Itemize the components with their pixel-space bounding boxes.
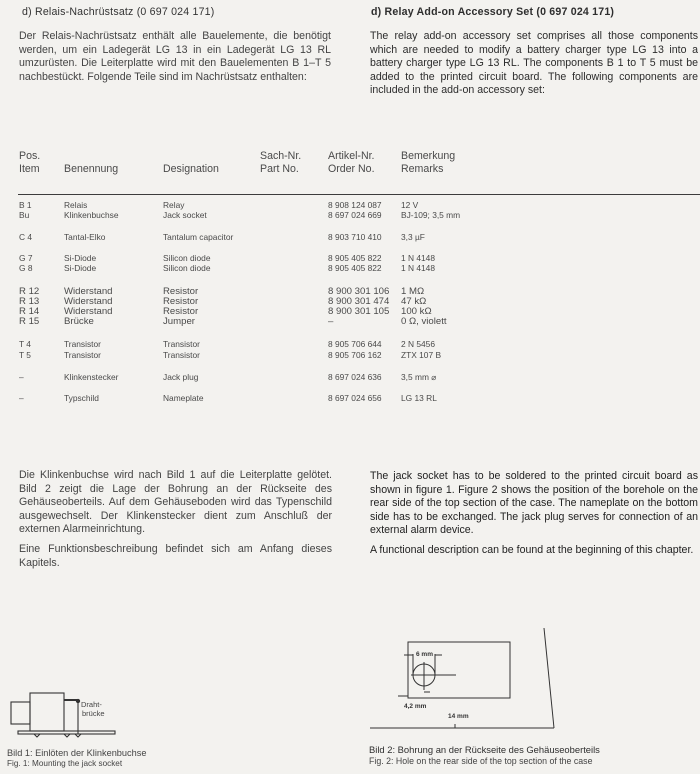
cell-remarks: 3,5 mm ⌀	[401, 372, 437, 382]
header-pos	[19, 150, 40, 177]
circuit-board	[18, 731, 115, 734]
cell-order-no: 8 697 024 656	[328, 393, 382, 403]
cell-remarks: 0 Ω, violett	[401, 316, 447, 327]
table-row	[0, 372, 700, 383]
cell-pos: R 12	[19, 286, 40, 297]
table-row	[0, 232, 700, 243]
german-intro-text: Der Relais-Nachrüstsatz enthält alle Bauelemente, die benötigt werden, um ein Ladegerät LG 13 in ein Ladegerät LG 13 RL umzurüsten. Die Leiterplatte wird mit den Bauelementen B 1–T 5 nachbestückt. Folgende Teile sind im Nachrüstsatz enthalten:	[19, 30, 331, 83]
figure-2-borehole-drawing	[360, 620, 700, 732]
cell-remarks: ZTX 107 B	[401, 350, 442, 360]
cell-remarks: LG 13 RL	[401, 393, 437, 403]
cell-order-no: 8 908 124 087	[328, 200, 382, 210]
dim-label-6mm: 6 mm	[416, 651, 433, 658]
figure-2-caption-en: Fig. 2: Hole on the rear side of the top section of the case	[369, 755, 593, 766]
table-header-rule	[18, 194, 700, 195]
cell-order-no: 8 905 405 822	[328, 253, 382, 263]
english-intro-paragraph	[370, 30, 698, 104]
cell-designation: Jumper	[163, 316, 195, 327]
cell-designation: Silicon diode	[163, 253, 211, 263]
cell-designation: Jack socket	[163, 210, 207, 220]
cell-designation: Relay	[163, 200, 185, 210]
english-section-heading: d) Relay Add-on Accessory Set (0 697 024 171)	[371, 6, 615, 18]
figure-1-jack-socket-drawing	[0, 670, 130, 740]
cell-pos: R 14	[19, 306, 40, 317]
cell-remarks: 2 N 5456	[401, 339, 435, 349]
cell-remarks: 12 V	[401, 200, 419, 210]
figure-1-caption-de: Bild 1: Einlöten der Klinkenbuchse	[7, 748, 147, 758]
cell-pos: G 8	[19, 263, 33, 273]
cell-pos: B 1	[19, 200, 32, 210]
header-order-no	[328, 150, 375, 177]
table-row	[0, 316, 700, 327]
german-intro-paragraph	[19, 30, 331, 90]
cell-benennung: Brücke	[64, 316, 94, 327]
cell-remarks: 100 kΩ	[401, 306, 432, 317]
header-benennung: Benennung	[64, 163, 119, 175]
header-order-no-de: Artikel-Nr.	[328, 150, 375, 162]
header-remarks-de: Bemerkung	[401, 150, 456, 162]
header-part-no-en: Part No.	[260, 163, 299, 176]
table-row	[0, 263, 700, 274]
cell-pos: T 5	[19, 350, 31, 360]
cell-pos: R 13	[19, 296, 40, 307]
cell-benennung: Klinkenbuchse	[64, 210, 119, 220]
cell-order-no: 8 697 024 636	[328, 372, 382, 382]
german-section-heading: d) Relais-Nachrüstsatz (0 697 024 171)	[22, 6, 215, 18]
header-part-no	[260, 150, 301, 177]
cell-benennung: Tantal-Elko	[64, 232, 106, 242]
cell-remarks: BJ-109; 3,5 mm	[401, 210, 461, 220]
german-body-paragraph-1: Die Klinkenbuchse wird nach Bild 1 auf die Leiterplatte gelötet. Bild 2 zeigt die Lage der Bohrung an der Rückseite des Gehäuseoberteils. Auf dem Gehäuseboden wird das Typenschild ausgewechselt. Der Klinkenstecker dient zum Anschluß der externen Alarmeinrichtung.	[19, 469, 332, 536]
cell-benennung: Widerstand	[64, 286, 113, 297]
cell-pos: C 4	[19, 232, 33, 242]
socket-barrel	[11, 702, 30, 724]
cell-order-no: 8 903 710 410	[328, 232, 382, 242]
cell-benennung: Si-Diode	[64, 263, 97, 273]
cell-order-no: 8 900 301 105	[328, 306, 390, 317]
figure-1-label-line-1: Draht-	[81, 700, 102, 709]
header-remarks-en: Remarks	[401, 163, 444, 176]
cell-benennung: Typschild	[64, 393, 99, 403]
dim-label-14mm: 14 mm	[448, 713, 469, 720]
cell-benennung: Widerstand	[64, 306, 113, 317]
header-remarks	[401, 150, 455, 177]
cell-designation: Transistor	[163, 339, 200, 349]
cell-benennung: Klinkenstecker	[64, 372, 119, 382]
cell-designation: Jack plug	[163, 372, 199, 382]
cell-remarks: 1 N 4148	[401, 263, 435, 273]
header-order-no-en: Order No.	[328, 163, 375, 176]
case-edge-right	[544, 628, 554, 728]
cell-pos: T 4	[19, 339, 31, 349]
cell-order-no: 8 905 706 162	[328, 350, 382, 360]
cell-order-no: –	[328, 316, 334, 327]
cell-designation: Tantalum capacitor	[163, 232, 234, 242]
cell-order-no: 8 697 024 669	[328, 210, 382, 220]
cell-benennung: Si-Diode	[64, 253, 97, 263]
header-designation: Designation	[163, 163, 219, 175]
cell-order-no: 8 900 301 474	[328, 296, 390, 307]
cell-pos: R 15	[19, 316, 40, 327]
header-pos-de: Pos.	[19, 150, 41, 162]
cell-benennung: Widerstand	[64, 296, 113, 307]
cell-designation: Resistor	[163, 286, 199, 297]
cell-pos: –	[19, 372, 24, 382]
cell-benennung: Transistor	[64, 339, 101, 349]
cell-benennung: Transistor	[64, 350, 101, 360]
figure-1-caption	[7, 748, 146, 769]
figure-2-caption	[369, 745, 600, 766]
cell-remarks: 47 kΩ	[401, 296, 427, 307]
german-body	[19, 469, 332, 576]
table-row	[0, 393, 700, 404]
header-part-no-de: Sach-Nr.	[260, 150, 302, 162]
cell-designation: Transistor	[163, 350, 200, 360]
english-body-paragraph-1: The jack socket has to be soldered to the printed circuit board as shown in figure 1. Figure 2 shows the position of the borehole on the rear side of the top section of the case. The nameplate on the bottom side has to be exchanged. The jack plug serves for connection of an external alarm device.	[370, 470, 698, 537]
cell-pos: Bu	[19, 210, 30, 220]
german-body-paragraph-2: Eine Funktionsbeschreibung befindet sich am Anfang dieses Kapitels.	[19, 542, 332, 569]
english-intro-text: The relay add-on accessory set comprises all those components which are needed to modify a battery charger type LG 13 into a battery charger type LG 13 RL. The components B 1 to T 5 must be added to the printed circuit board. The following components are included in the add-on accessory set:	[370, 30, 698, 97]
figure-1-label-line-2: brücke	[82, 709, 105, 718]
cell-pos: –	[19, 393, 24, 403]
cell-designation: Nameplate	[163, 393, 204, 403]
cell-designation: Silicon diode	[163, 263, 211, 273]
cell-pos: G 7	[19, 253, 33, 263]
figure-2-caption-de: Bild 2: Bohrung an der Rückseite des Gehäuseoberteils	[369, 744, 600, 755]
cell-remarks: 1 MΩ	[401, 286, 425, 297]
table-row	[0, 210, 700, 221]
table-row	[0, 350, 700, 361]
socket-body	[30, 693, 64, 731]
cell-order-no: 8 900 301 106	[328, 286, 390, 297]
cell-designation: Resistor	[163, 306, 199, 317]
figure-1-caption-en: Fig. 1: Mounting the jack socket	[7, 758, 123, 768]
english-body-paragraph-2: A functional description can be found at the beginning of this chapter.	[370, 543, 694, 556]
cell-remarks: 1 N 4148	[401, 253, 435, 263]
english-body	[370, 470, 698, 564]
cell-remarks: 3,3 µF	[401, 232, 425, 242]
header-pos-en: Item	[19, 163, 40, 176]
table-row	[0, 339, 700, 350]
cell-order-no: 8 905 405 822	[328, 263, 382, 273]
cell-order-no: 8 905 706 644	[328, 339, 382, 349]
cell-benennung: Relais	[64, 200, 88, 210]
dim-label-4-2mm: 4,2 mm	[404, 703, 427, 710]
cell-designation: Resistor	[163, 296, 199, 307]
